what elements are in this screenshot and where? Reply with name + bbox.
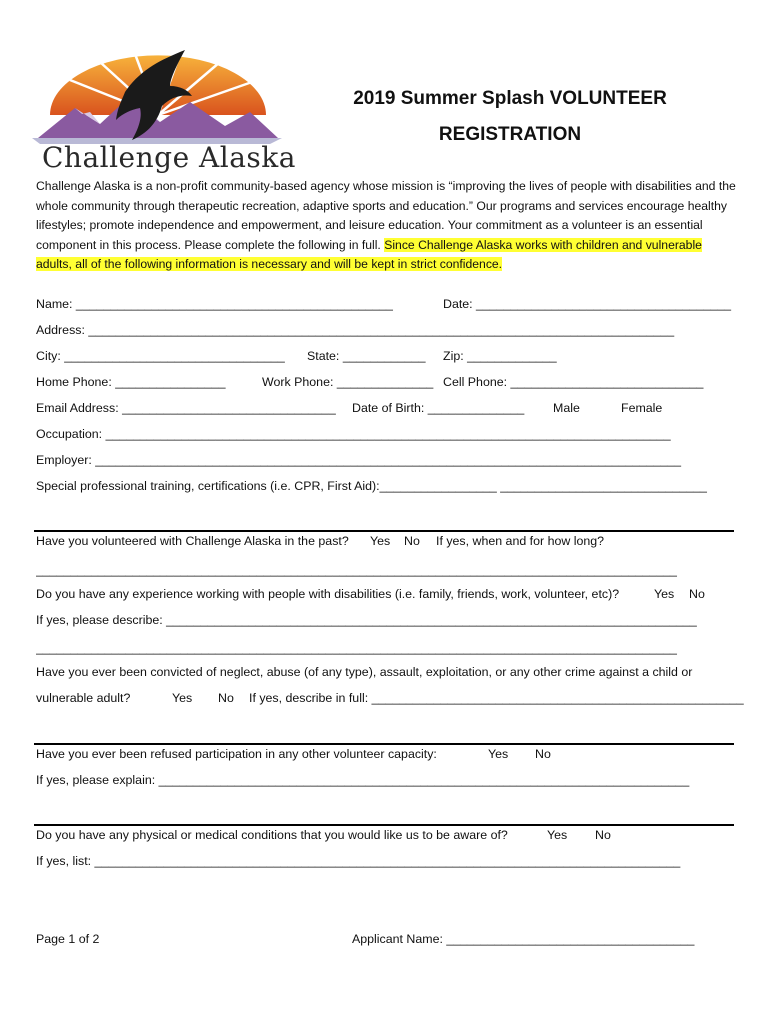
occupation-field[interactable]: Occupation: __________________________________________________________________________________ [36,427,671,441]
challenge-alaska-logo [30,40,296,175]
q5-medical-conditions: Do you have any physical or medical conditions that you would like us to be aware of? [36,828,508,842]
intro-paragraph [36,177,736,275]
training-field[interactable]: Special professional training, certifications (i.e. CPR, First Aid):_________________ ______________________________ [36,479,707,493]
date-field[interactable]: Date: _____________________________________ [443,297,732,311]
form-title-line2: REGISTRATION [438,124,582,145]
state-field[interactable]: State: ____________ [307,349,426,363]
page-number: Page 1 of 2 [36,932,100,946]
q4-refused-participation: Have you ever been refused participation in any other volunteer capacity: [36,747,437,761]
section-divider [34,824,734,826]
work-phone-field[interactable]: Work Phone: ______________ [262,375,434,389]
q2-describe-field[interactable]: If yes, please describe: _____________________________________________________________________________ [36,613,697,627]
dob-field[interactable]: Date of Birth: ______________ [352,401,525,415]
address-field[interactable]: Address: _____________________________________________________________________________________ [36,323,675,337]
q3-conviction-question: Have you ever been convicted of neglect, abuse (of any type), assault, exploitation, or any other crime against a child or [36,665,693,679]
intro-text: Challenge Alaska is a non-profit community-based agency whose mission is “improving the lives of people with disabilities and the whole community through therapeutic recreation, adaptive sports and education.” Our programs and services encourage healthy lifestyles; promote independence and empowerment, and leisure education. Your commitment as a volunteer is an essential component in this process. Please complete the following in full. [36,179,736,252]
name-field[interactable]: Name: ______________________________________________ [36,297,393,311]
applicant-name-field[interactable]: Applicant Name: ____________________________________ [352,932,695,946]
q3-yes-option[interactable]: Yes [172,691,193,705]
q1-answer-line[interactable]: _____________________________________________________________________________________________ [36,563,677,577]
cell-phone-field[interactable]: Cell Phone: ____________________________ [443,375,704,389]
q1-volunteered-before: Have you volunteered with Challenge Alaska in the past? [36,534,349,548]
q2-answer-line[interactable]: _____________________________________________________________________________________________ [36,641,677,655]
q4-yes-option[interactable]: Yes [488,747,509,761]
q4-no-option[interactable]: No [535,747,551,761]
q3-conviction-question-cont: vulnerable adult? [36,691,131,705]
q2-disability-experience: Do you have any experience working with people with disabilities (i.e. family, friends, work, volunteer, etc)? [36,587,620,601]
section-divider [34,530,734,532]
q1-yes-option[interactable]: Yes [370,534,391,548]
q2-no-option[interactable]: No [689,587,705,601]
email-field[interactable]: Email Address: _______________________________ [36,401,336,415]
q5-no-option[interactable]: No [595,828,611,842]
q5-yes-option[interactable]: Yes [547,828,568,842]
confidentiality-highlight: Since Challenge Alaska works with children and vulnerable adults, all of the following information is necessary and will be kept in strict confidence. [36,237,702,272]
section-divider [34,743,734,745]
city-field[interactable]: City: ________________________________ [36,349,285,363]
logo-text: Challenge Alaska [42,141,296,174]
q1-followup-label: If yes, when and for how long? [436,534,605,548]
gender-male-option[interactable]: Male [553,401,580,415]
gender-female-option[interactable]: Female [621,401,663,415]
zip-field[interactable]: Zip: _____________ [443,349,557,363]
employer-field[interactable]: Employer: _____________________________________________________________________________________ [36,453,681,467]
q4-explain-field[interactable]: If yes, please explain: _____________________________________________________________________________ [36,773,690,787]
q1-no-option[interactable]: No [404,534,420,548]
q3-no-option[interactable]: No [218,691,234,705]
q2-yes-option[interactable]: Yes [654,587,675,601]
home-phone-field[interactable]: Home Phone: ________________ [36,375,226,389]
q3-describe-field[interactable]: If yes, describe in full: ______________________________________________________ [249,691,744,705]
form-title-line1: 2019 Summer Splash VOLUNTEER [353,88,667,109]
q5-list-field[interactable]: If yes, list: _____________________________________________________________________________________ [36,854,681,868]
